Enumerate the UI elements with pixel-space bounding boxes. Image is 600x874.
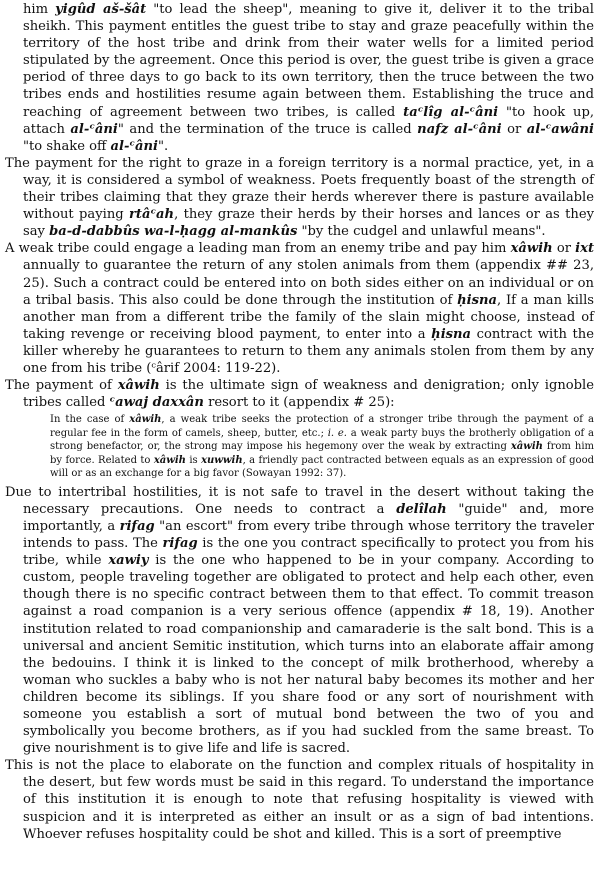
text-run: A weak tribe could engage a leading man from an enemy tribe and pay him (5, 241, 511, 257)
text-run: "by the cudgel and unlawful means". (297, 224, 546, 240)
text-run: is the ultimate sign of weakness and denigration; only ignoble tribes called (23, 378, 594, 411)
transliterated-term: rifag (162, 536, 198, 552)
text-run: The payment for the right to graze in a foreign territory is a normal practice, yet, in a way, it is considered a symbol of weakness. Poets frequently boast of the strength of their tribes claiming that they graze their herds wherever there is pasture available without paying (5, 155, 594, 223)
text-run: The payment of (5, 378, 118, 394)
text-run: In the case of (50, 414, 130, 426)
transliterated-term: delîlah (396, 501, 447, 517)
text-run: from him by force. Related to (50, 441, 594, 466)
text-run: "an escort" from every tribe through whose territory the traveler intends to pass. The (23, 518, 594, 552)
transliterated-term: ḥisna (431, 326, 472, 342)
transliterated-term: nafz al-ᶜâni (417, 121, 502, 137)
transliterated-term: xâwih (129, 414, 162, 426)
transliterated-term: ḥisna (457, 292, 498, 308)
transliterated-term: rtâᶜah (129, 207, 175, 223)
paragraph (5, 484, 594, 758)
paragraph (5, 377, 594, 411)
text-run: , If a man kills another man from a different tribe the family of the slain might choose, instead of taking revenge or receiving blood payment, to enter into a (23, 292, 594, 342)
transliterated-term: al-ᶜâni (70, 121, 118, 137)
text-run: "to lead the sheep", meaning to give it, deliver it to the tribal sheikh. This payment entitles the guest tribe to stay and graze peacefully within the territory of the host tribe and drink from their water wells for a limited period stipulated by the agreement. Once this period is over, the guest tribe is given a grace period of three days to go back to its own territory, then the truce between the two tribes ends and hostilities resume again between them. Establishing the truce and reaching of agreement between two tribes, is called (23, 2, 594, 120)
transliterated-term: xâwih (510, 441, 543, 453)
paragraph (5, 240, 594, 377)
text-run: "guide" and, more importantly, a (23, 501, 594, 534)
transliterated-term: ixt (575, 241, 595, 257)
italic-text: i. e. (327, 427, 347, 439)
text-run: ". (157, 138, 169, 154)
text-run: Due to intertribal hostilities, it is not safe to travel in the desert without taking the necessary precautions. One needs to contract a (5, 484, 594, 517)
text-run: resort to it (appendix # 25): (203, 395, 395, 411)
text-run: annually to guarantee the return of any stolen animals from them (appendix ## 23, 25). Such a contract could be entered into on both sides either on an individual or on a tribal basis. This also could be done through the institution of (23, 258, 594, 308)
transliterated-term: xâwih (510, 241, 553, 257)
transliterated-term: al-ᶜâni (110, 138, 158, 154)
text-run: or (552, 241, 576, 257)
paragraph (5, 757, 594, 842)
text-run: a weak party buys the brotherly obligation of a strong benefactor, or, the strong may impose his hegemony over the weak by extracting (50, 427, 595, 453)
text-run: "to hook up, attach (23, 104, 594, 137)
block-quote (50, 413, 594, 481)
paragraph (5, 1, 594, 155)
body-text-before-quote (5, 1, 594, 411)
transliterated-term: xâwih (117, 378, 160, 394)
text-run: or (501, 121, 527, 137)
text-run: is (185, 454, 202, 466)
transliterated-term: al-ᶜawâni (526, 121, 595, 137)
text-run: "to shake off (23, 138, 111, 154)
text-run: is the one you contract specifically to protect you from his tribe, while (23, 536, 594, 569)
paragraph (5, 155, 594, 240)
text-run: contract with the killer whereby he guarantees to return to them any animals stolen from them by any one from his tribe (ᶜârif 2004: 119-22). (23, 326, 594, 376)
text-run: him (23, 2, 56, 17)
transliterated-term: yigûd aš-šât (55, 2, 147, 17)
text-run: This is not the place to elaborate on the function and complex rituals of hospitality in the desert, but few words must be said in this regard. To understand the importance of this institution it is enough to note that refusing hospitality is viewed with suspicion and it is interpreted as either an insult or as a sign of bad intentions. Whoever refuses hospitality could be shot and killed. This is a sort of preemptive (5, 758, 594, 842)
body-text-after-quote (5, 484, 594, 843)
transliterated-term: xuwwih (201, 454, 243, 466)
text-run: , they graze their herds by their horses and lances or as they say (23, 207, 594, 240)
text-run: , a friendly pact contracted between equals as an expression of good will or as an exchange for a big favor (Sowayan 1992: 37). (50, 454, 594, 480)
text-run: is the one who happened to be in your company. According to custom, people traveling together are obligated to protect and help each other, even though there is no specific contract between them to that effect. To commit treason against a road companion is a very serious offence (appendix # 18, 19). Another institution related to road companionship and camaraderie is the salt bond. This is a universal and ancient Semitic institution, which turns into an elaborate affair among the bedouins. I think it is linked to the concept of milk brotherhood, whereby a woman who suckles a baby who is not her natural baby becomes its mother and her children become its siblings. If you share food or any sort of nourishment with someone you establish a sort of mutual bond between the two of you and symbolically you become brothers, as if you had suckled from the same breast. To give nourishment is to give life and life is sacred. (23, 553, 595, 757)
transliterated-term: xawiy (108, 553, 149, 569)
text-run: , a weak tribe seeks the protection of a stronger tribe through the payment of a regular fee in the form of camels, sheep, butter, etc.; (50, 414, 594, 439)
transliterated-term: xâwih (153, 454, 186, 466)
text-run: " and the termination of the truce is called (117, 121, 418, 137)
transliterated-term: taᶜlîg al-ᶜâni (403, 104, 499, 120)
transliterated-term: ᶜawaj daxxân (109, 395, 204, 411)
transliterated-term: rifag (119, 518, 155, 534)
transliterated-term: ba-d-dabbûs wa-l-ḥagg al-mankûs (49, 224, 298, 240)
